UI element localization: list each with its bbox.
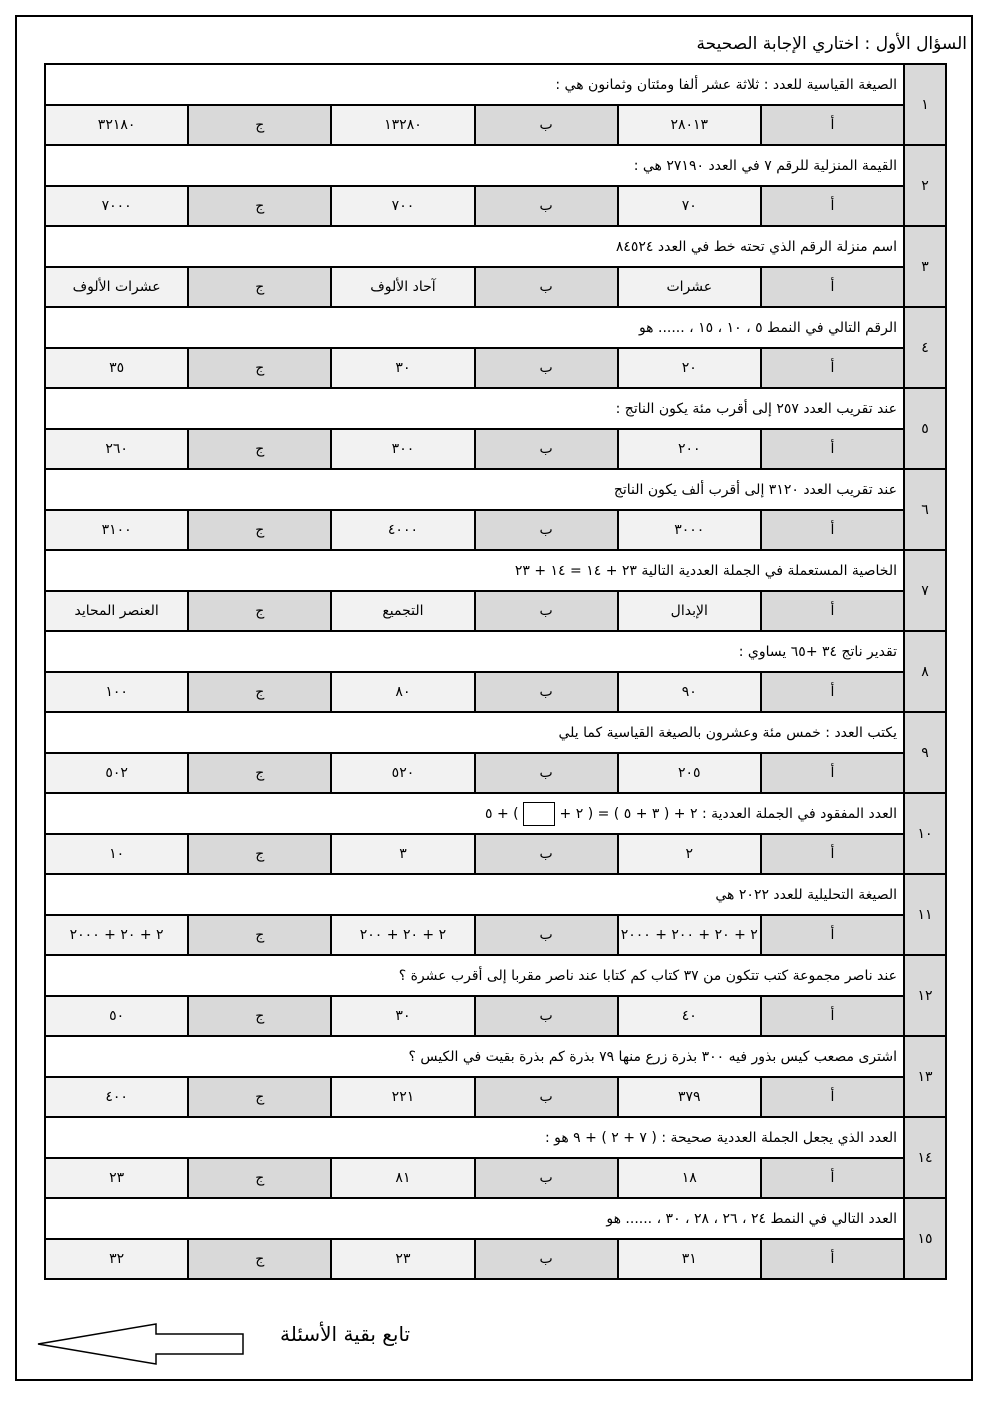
question-text: تقدير ناتج ٣٤ +٦٥ يساوي :: [45, 631, 904, 672]
option-a[interactable]: ٩٠: [618, 672, 761, 712]
page-title: السؤال الأول : اختاري الإجابة الصحيحة: [696, 34, 967, 54]
option-c[interactable]: ٥٠: [45, 996, 188, 1036]
options-row: [45, 672, 946, 712]
option-b[interactable]: ٥٢٠: [331, 753, 474, 793]
option-label-a: أ: [761, 996, 904, 1036]
option-b[interactable]: ٨٠: [331, 672, 474, 712]
question-text: عند ناصر مجموعة كتب تتكون من ٣٧ كتاب كم كتابا عند ناصر مقربا إلى أقرب عشرة ؟: [45, 955, 904, 996]
question-number: ٤: [904, 307, 946, 388]
option-a[interactable]: ٣٧٩: [618, 1077, 761, 1117]
question-number: ١٤: [904, 1117, 946, 1198]
option-label-c: ج: [188, 1158, 331, 1198]
question-row: [45, 955, 946, 996]
question-text: [45, 793, 904, 834]
option-c[interactable]: ٢٣: [45, 1158, 188, 1198]
question-text: الصيغة القياسية للعدد : ثلاثة عشر ألفا ومئتان وثمانون هي :: [45, 64, 904, 105]
option-label-b: ب: [475, 510, 618, 550]
question-text: الصيغة التحليلية للعدد ٢٠٢٢ هي: [45, 874, 904, 915]
option-label-c: ج: [188, 1077, 331, 1117]
options-row: [45, 267, 946, 307]
option-label-b: ب: [475, 591, 618, 631]
question-number: ١١: [904, 874, 946, 955]
question-row: [45, 64, 946, 105]
question-text: عند تقريب العدد ٣١٢٠ إلى أقرب ألف يكون الناتج: [45, 469, 904, 510]
question-text-part: العدد المفقود في الجملة العددية : ٢ + ( ٣ + ٥ ) = ( ٢ +: [559, 805, 897, 822]
option-c[interactable]: ٤٠٠: [45, 1077, 188, 1117]
option-b[interactable]: آحاد الألوف: [331, 267, 474, 307]
option-c[interactable]: ١٠٠: [45, 672, 188, 712]
question-number: ٩: [904, 712, 946, 793]
option-label-a: أ: [761, 105, 904, 145]
option-label-c: ج: [188, 1239, 331, 1279]
option-label-a: أ: [761, 267, 904, 307]
option-label-a: أ: [761, 915, 904, 955]
option-c[interactable]: العنصر المحايد: [45, 591, 188, 631]
option-a[interactable]: ٢٨٠١٣: [618, 105, 761, 145]
question-row: [45, 874, 946, 915]
options-row: [45, 915, 946, 955]
option-c[interactable]: ٣٢: [45, 1239, 188, 1279]
question-row: [45, 793, 946, 834]
option-label-a: أ: [761, 1077, 904, 1117]
question-row: [45, 631, 946, 672]
question-text: اسم منزلة الرقم الذي تحته خط في العدد ٨٤٥٢٤: [45, 226, 904, 267]
option-label-b: ب: [475, 915, 618, 955]
option-b[interactable]: ٧٠٠: [331, 186, 474, 226]
option-b[interactable]: ٣٠٠: [331, 429, 474, 469]
option-a[interactable]: ٢٠٥: [618, 753, 761, 793]
option-a[interactable]: ٣٠٠٠: [618, 510, 761, 550]
option-label-c: ج: [188, 267, 331, 307]
option-label-c: ج: [188, 672, 331, 712]
option-c[interactable]: ٢ + ٢٠ + ٢٠٠٠: [45, 915, 188, 955]
question-text: الخاصية المستعملة في الجملة العددية التالية ٢٣ + ١٤ = ١٤ + ٢٣: [45, 550, 904, 591]
option-label-c: ج: [188, 753, 331, 793]
option-label-a: أ: [761, 186, 904, 226]
option-c[interactable]: ٧٠٠٠: [45, 186, 188, 226]
answer-box: [523, 802, 555, 826]
options-row: [45, 1239, 946, 1279]
option-b[interactable]: التجميع: [331, 591, 474, 631]
option-label-a: أ: [761, 753, 904, 793]
options-row: [45, 753, 946, 793]
option-label-a: أ: [761, 348, 904, 388]
option-label-c: ج: [188, 510, 331, 550]
question-number: ٨: [904, 631, 946, 712]
question-number: ١٥: [904, 1198, 946, 1279]
option-c[interactable]: عشرات الألوف: [45, 267, 188, 307]
question-row: [45, 1117, 946, 1158]
option-c[interactable]: ٣٢١٨٠: [45, 105, 188, 145]
option-a[interactable]: ٢ + ٢٠ + ٢٠٠ + ٢٠٠٠: [618, 915, 761, 955]
question-row: [45, 388, 946, 429]
option-label-a: أ: [761, 834, 904, 874]
option-b[interactable]: ٢٣: [331, 1239, 474, 1279]
option-label-b: ب: [475, 429, 618, 469]
question-number: ٣: [904, 226, 946, 307]
question-number: ١٢: [904, 955, 946, 1036]
question-number: ٦: [904, 469, 946, 550]
option-b[interactable]: ٨١: [331, 1158, 474, 1198]
options-row: [45, 1077, 946, 1117]
option-label-a: أ: [761, 510, 904, 550]
option-a[interactable]: عشرات: [618, 267, 761, 307]
options-row: [45, 591, 946, 631]
question-number: ١٠: [904, 793, 946, 874]
options-row: [45, 429, 946, 469]
option-a[interactable]: ٤٠: [618, 996, 761, 1036]
option-label-a: أ: [761, 672, 904, 712]
option-b[interactable]: ٤٠٠٠: [331, 510, 474, 550]
option-a[interactable]: ٣١: [618, 1239, 761, 1279]
question-row: [45, 550, 946, 591]
options-row: [45, 834, 946, 874]
question-text: العدد الذي يجعل الجملة العددية صحيحة : ( ٧ + ٢ ) + ٩ هو :: [45, 1117, 904, 1158]
question-row: [45, 226, 946, 267]
question-row: [45, 1198, 946, 1239]
continue-text: تابع بقية الأسئلة: [280, 1322, 411, 1346]
option-label-c: ج: [188, 915, 331, 955]
question-number: ٥: [904, 388, 946, 469]
questions-table: [44, 63, 947, 1280]
option-label-b: ب: [475, 267, 618, 307]
question-text: يكتب العدد : خمس مئة وعشرون بالصيغة القياسية كما يلي: [45, 712, 904, 753]
question-text: القيمة المنزلية للرقم ٧ في العدد ٢٧١٩٠ هي :: [45, 145, 904, 186]
option-a[interactable]: ١٨: [618, 1158, 761, 1198]
options-row: [45, 1158, 946, 1198]
question-row: [45, 1036, 946, 1077]
option-b[interactable]: ٢٢١: [331, 1077, 474, 1117]
option-label-b: ب: [475, 672, 618, 712]
option-c[interactable]: ٢٦٠: [45, 429, 188, 469]
question-row: [45, 307, 946, 348]
question-text: العدد التالي في النمط ٢٤ ، ٢٦ ، ٢٨ ، ٣٠ ، ...... هو: [45, 1198, 904, 1239]
options-row: [45, 348, 946, 388]
options-row: [45, 105, 946, 145]
option-label-c: ج: [188, 996, 331, 1036]
option-b[interactable]: ٣٠: [331, 996, 474, 1036]
question-number: ١: [904, 64, 946, 145]
option-a[interactable]: الإبدال: [618, 591, 761, 631]
option-c[interactable]: ١٠: [45, 834, 188, 874]
question-text: الرقم التالي في النمط ٥ ، ١٠ ، ١٥ ، ...... هو: [45, 307, 904, 348]
question-text: اشترى مصعب كيس بذور فيه ٣٠٠ بذرة زرع منها ٧٩ بذرة كم بذرة بقيت في الكيس ؟: [45, 1036, 904, 1077]
option-a[interactable]: ٧٠: [618, 186, 761, 226]
option-b[interactable]: ١٣٢٨٠: [331, 105, 474, 145]
option-label-b: ب: [475, 1077, 618, 1117]
question-row: [45, 712, 946, 753]
option-a[interactable]: ٢٠٠: [618, 429, 761, 469]
option-label-b: ب: [475, 348, 618, 388]
question-row: [45, 145, 946, 186]
option-b[interactable]: ٢ + ٢٠ + ٢٠٠: [331, 915, 474, 955]
option-label-c: ج: [188, 105, 331, 145]
option-c[interactable]: ٣٥: [45, 348, 188, 388]
option-label-a: أ: [761, 429, 904, 469]
option-b[interactable]: ٣: [331, 834, 474, 874]
option-label-c: ج: [188, 591, 331, 631]
option-label-a: أ: [761, 591, 904, 631]
option-a[interactable]: ٢٠: [618, 348, 761, 388]
question-number: ٧: [904, 550, 946, 631]
option-c[interactable]: ٣١٠٠: [45, 510, 188, 550]
option-label-b: ب: [475, 1239, 618, 1279]
option-label-c: ج: [188, 348, 331, 388]
option-label-b: ب: [475, 753, 618, 793]
option-label-a: أ: [761, 1239, 904, 1279]
option-label-b: ب: [475, 834, 618, 874]
option-label-b: ب: [475, 1158, 618, 1198]
option-label-c: ج: [188, 186, 331, 226]
question-row: [45, 469, 946, 510]
question-number: ٢: [904, 145, 946, 226]
option-a[interactable]: ٢: [618, 834, 761, 874]
question-text: عند تقريب العدد ٢٥٧ إلى أقرب مئة يكون الناتج :: [45, 388, 904, 429]
option-label-b: ب: [475, 186, 618, 226]
question-text-part: ) + ٥: [485, 805, 519, 822]
question-number: ١٣: [904, 1036, 946, 1117]
options-row: [45, 510, 946, 550]
options-row: [45, 996, 946, 1036]
option-label-b: ب: [475, 105, 618, 145]
option-label-c: ج: [188, 834, 331, 874]
option-label-c: ج: [188, 429, 331, 469]
options-row: [45, 186, 946, 226]
option-label-b: ب: [475, 996, 618, 1036]
left-arrow-icon: [36, 1322, 246, 1366]
option-label-a: أ: [761, 1158, 904, 1198]
option-c[interactable]: ٥٠٢: [45, 753, 188, 793]
option-b[interactable]: ٣٠: [331, 348, 474, 388]
